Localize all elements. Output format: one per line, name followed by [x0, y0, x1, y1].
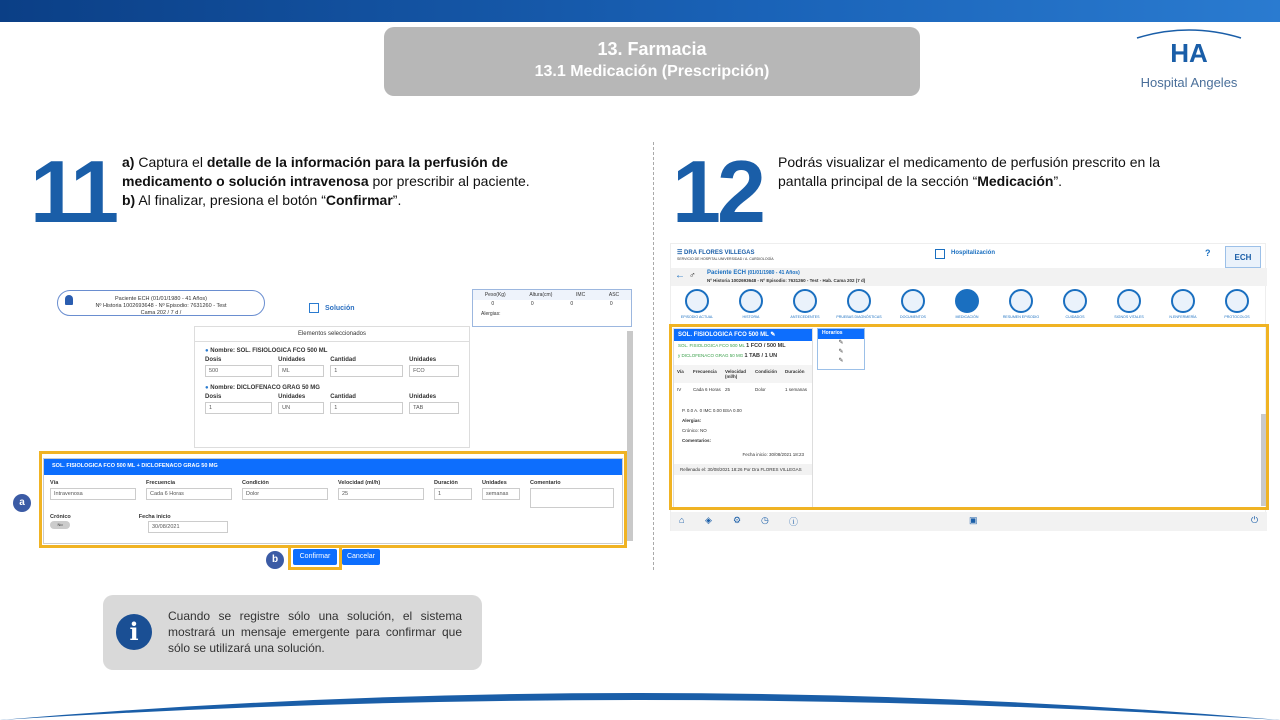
- selected-elements-box: [194, 326, 470, 448]
- male-icon: ♂: [689, 270, 696, 280]
- badge-b: b: [266, 551, 284, 569]
- info-note-text: Cuando se registre sólo una solución, el sistema mostrará un mensaje emergente para confirmar que sólo se utilizará una solución.: [168, 609, 462, 655]
- help-icon[interactable]: ?: [1205, 248, 1211, 258]
- nav-medicacion[interactable]: [943, 289, 991, 319]
- td: 1 semanas: [785, 387, 808, 392]
- a-label: a): [122, 154, 135, 170]
- line2-qty: 1 TAB / 1 UN: [744, 353, 778, 359]
- nav-documentos[interactable]: [889, 289, 937, 319]
- vitals-text: P. 0.0 A. 0 IMC 0.00 BSA 0.00: [682, 408, 742, 413]
- col-dosis: Dosis: [205, 357, 222, 363]
- step-number-12: 12: [672, 142, 762, 241]
- metric-header: ASC: [608, 292, 620, 298]
- info-dot-icon: ●: [205, 348, 209, 354]
- unidades2-select[interactable]: TAB: [409, 402, 459, 414]
- td: Cada 6 Horas: [693, 387, 721, 392]
- cronico-label: Crónico: [50, 514, 71, 520]
- nav-label: PROTOCOLOS: [1224, 315, 1250, 319]
- frecuencia-label: Frecuencia: [146, 480, 176, 486]
- medication-icon: [955, 289, 979, 313]
- vitals-icon: [1117, 289, 1141, 313]
- solution-title: Solución: [325, 305, 355, 312]
- bottom-toolbar: [671, 512, 1267, 531]
- s12-text1: Podrás visualizar el medicamento de perfusión prescrito en la pantalla principal de la sección “: [778, 154, 1161, 189]
- card-header: SOL. FISIOLOGICA FCO 500 ML ✎: [674, 329, 812, 341]
- frecuencia-select[interactable]: Cada 6 Horas: [146, 488, 232, 500]
- nav-label: PRUEBAS DIAGNÓSTICAS: [836, 315, 882, 319]
- nav-label: DOCUMENTOS: [900, 315, 926, 319]
- td: 25: [725, 387, 731, 392]
- b-text1: Al finalizar, presiona el botón “: [135, 192, 326, 208]
- alergias-label: Alergias:: [481, 311, 501, 317]
- col-cantidad: Cantidad: [330, 394, 356, 400]
- line1-qty: 1 FCO / 500 ML: [746, 343, 786, 349]
- step11-instructions: [122, 153, 562, 210]
- nav-enfermeria[interactable]: [1159, 289, 1207, 319]
- nav-cuidados[interactable]: [1051, 289, 1099, 319]
- selected-title: Elementos seleccionados: [195, 327, 469, 342]
- via-select[interactable]: Intravenosa: [50, 488, 136, 500]
- bottom-swoosh: [0, 676, 1280, 720]
- cancel-button[interactable]: Cancelar: [342, 549, 380, 565]
- metric-header: Altura(cm): [529, 292, 553, 298]
- cronico-toggle[interactable]: No: [50, 521, 70, 529]
- patient-line2: Nº Historia 1002693648 - Nº Episodio: 7631260 - Test - Hab. Cama 202 (7 d): [707, 278, 866, 283]
- nav-label: SIGNOS VITALES: [1114, 315, 1144, 319]
- info-icon[interactable]: ⓘ: [789, 517, 799, 527]
- col-cantidad: Cantidad: [330, 357, 356, 363]
- cronico-text: Crónico: NO: [682, 428, 707, 433]
- episode-icon: [685, 289, 709, 313]
- edit-pencil-icons[interactable]: ✎ ✎ ✎: [838, 340, 844, 364]
- condicion-label: Condición: [242, 480, 269, 486]
- logo-mark-icon: [1133, 28, 1245, 68]
- comentarios-text: Comentarios:: [682, 438, 712, 443]
- solution-icon: [309, 303, 319, 313]
- nav-historia[interactable]: [727, 289, 775, 319]
- metrics-table: [472, 289, 632, 327]
- scrollbar[interactable]: [1261, 414, 1266, 506]
- patient-dob: (01/01/1980 - 41 Años): [747, 270, 800, 276]
- metric-value: 0: [609, 301, 613, 307]
- top-banner: [0, 0, 1280, 22]
- nurse-icon: [1171, 289, 1195, 313]
- b-label: b): [122, 192, 136, 208]
- hospital-logo: [1133, 28, 1245, 88]
- nav-label: HISTORIA: [742, 315, 760, 319]
- s12-bold: Medicación: [977, 173, 1054, 189]
- nav-label: RESUMEN EPISODIO: [1002, 315, 1040, 319]
- nav-antecedentes[interactable]: [781, 289, 829, 319]
- nav-label: CUIDADOS: [1065, 315, 1085, 319]
- fecha-inicio-input[interactable]: 30/08/2021: [148, 521, 228, 533]
- b-bold: Confirmar: [325, 192, 393, 208]
- binoculars-icon[interactable]: ◈: [705, 515, 712, 525]
- highlight-medication: [669, 324, 1269, 510]
- dosis-input[interactable]: 1: [205, 402, 272, 414]
- inbox-icon[interactable]: ▣: [969, 515, 978, 525]
- fecha-inicio-label: Fecha inicio: [138, 514, 171, 520]
- td: IV: [677, 387, 682, 392]
- patient-line1: Paciente ECH (01/01/1980 - 41 Años): [114, 296, 208, 302]
- a-bold: detalle de la información para la perfusión de medicamento o solución intravenosa: [122, 154, 508, 189]
- velocidad-input[interactable]: 25: [338, 488, 424, 500]
- horarios-title: Horarios: [818, 329, 864, 339]
- home-icon[interactable]: ⌂: [679, 515, 685, 525]
- metric-header: IMC: [576, 292, 586, 298]
- fecha-text: Fecha inicio: 30/08/2021 18:23: [742, 452, 804, 457]
- velocidad-label: Velocidad (ml/h): [338, 480, 381, 486]
- patient-name: Paciente ECH: [707, 270, 747, 276]
- nav-label: MEDICACIÓN: [955, 315, 979, 319]
- cantidad-input[interactable]: 1: [330, 402, 403, 414]
- module-title: Hospitalización: [951, 250, 996, 256]
- th: Condición: [755, 369, 777, 374]
- s12-text2: ”.: [1053, 173, 1063, 189]
- a-text1: Captura el: [134, 154, 207, 170]
- unidades2-select[interactable]: FCO: [409, 365, 459, 377]
- dosis-input[interactable]: 500: [205, 365, 272, 377]
- clock-icon[interactable]: ◷: [761, 515, 769, 525]
- duracion-label: Duración: [434, 480, 458, 486]
- medication-screen-screenshot: [670, 243, 1266, 531]
- user-icon: [65, 295, 73, 305]
- documents-icon: [901, 289, 925, 313]
- via-label: Vía: [50, 480, 59, 486]
- solution-form-screenshot: [37, 283, 635, 569]
- history-icon: [739, 289, 763, 313]
- unidades-label: Unidades: [482, 480, 507, 486]
- metric-value: 0: [530, 301, 534, 307]
- doctor-name-text: DRA FLORES VILLEGAS: [684, 250, 755, 256]
- metric-header: Peso(Kg): [484, 292, 506, 298]
- comentario-label: Comentario: [530, 480, 561, 486]
- settings-icon[interactable]: ⚙: [733, 515, 742, 525]
- slide-title-box: [384, 27, 920, 96]
- care-icon: [1063, 289, 1087, 313]
- info-dot-icon: ●: [205, 385, 209, 391]
- ech-logo: ECH: [1225, 246, 1261, 268]
- step12-instructions: [778, 153, 1198, 191]
- card-title: SOL. FISIOLOGICA FCO 500 ML: [678, 332, 769, 338]
- patient-header: [707, 270, 800, 276]
- patient-line3: Cama 202 / 7 d /: [140, 310, 182, 316]
- column-divider: [653, 142, 654, 570]
- summary-icon: [1009, 289, 1033, 313]
- th: Vía: [677, 369, 684, 374]
- protocols-icon: [1225, 289, 1249, 313]
- th: Frecuencia: [693, 369, 717, 374]
- nav-episodio[interactable]: [673, 289, 721, 319]
- confirm-button[interactable]: Confirmar: [293, 549, 337, 565]
- slide-subtitle: 13.1 Medicación (Prescripción): [534, 63, 770, 80]
- tests-icon: [847, 289, 871, 313]
- svg-text:HA: HA: [1170, 38, 1208, 68]
- nav-pruebas[interactable]: [835, 289, 883, 319]
- alergias-text: Alergias:: [682, 418, 702, 423]
- nav-label: EPISODIO ACTUAL: [680, 315, 714, 319]
- highlight-a: [39, 451, 627, 548]
- th: Velocidad (ml/h): [725, 369, 747, 379]
- td: Dolor: [755, 387, 766, 392]
- slide-title: 13. Farmacia: [597, 39, 707, 59]
- logo-text: Hospital Angeles: [1140, 75, 1238, 90]
- unidades-select[interactable]: semanas: [482, 488, 520, 500]
- unidades-select[interactable]: ML: [278, 365, 324, 377]
- patient-line2: Nº Historia 1002693648 - Nº Episodio: 7631260 - Test: [95, 303, 227, 309]
- nav-label: N.ENFERMERÍA: [1169, 315, 1197, 319]
- col-unidades2: Unidades: [409, 394, 437, 400]
- nav-label: ANTECEDENTES: [790, 315, 820, 319]
- metric-value: 0: [491, 301, 495, 307]
- col-unidades2: Unidades: [409, 357, 437, 363]
- cantidad-input[interactable]: 1: [330, 365, 403, 377]
- info-circle-icon: i: [116, 614, 152, 650]
- metric-value: 0: [570, 301, 574, 307]
- line1-name: SOL. FISIOLOGICA FCO 500 ML: [678, 343, 745, 348]
- nav-protocolos[interactable]: [1213, 289, 1261, 319]
- a-text2: por prescribir al paciente.: [368, 173, 530, 189]
- col-unidades: Unidades: [278, 394, 306, 400]
- service-text: SERVICIO DE HOSPITAL UNIVERSIDAD / A. CARDIOLOGÍA: [677, 257, 774, 261]
- th: Duración: [785, 369, 805, 374]
- nav-resumen[interactable]: [997, 289, 1045, 319]
- col-dosis: Dosis: [205, 394, 222, 400]
- item2: [195, 377, 469, 414]
- col-unidades: Unidades: [278, 357, 306, 363]
- condicion-select[interactable]: Dolor: [242, 488, 328, 500]
- power-icon[interactable]: ⏻: [1251, 515, 1259, 525]
- item1: [195, 342, 469, 377]
- section-nav: [671, 289, 1267, 322]
- nav-signos[interactable]: [1105, 289, 1153, 319]
- background-icon: [793, 289, 817, 313]
- line2-name: y DICLOFENACO GRAG 50 MG: [678, 353, 744, 358]
- scrollbar[interactable]: [627, 331, 633, 541]
- rellenado-text: Rellenado el: 30/08/2021 18:26 Por Dra FLORES VILLEGAS: [674, 464, 812, 475]
- duracion-input[interactable]: 1: [434, 488, 472, 500]
- item1-name: Nombre: SOL. FISIOLOGICA FCO 500 ML: [210, 348, 328, 354]
- unidades-select[interactable]: UN: [278, 402, 324, 414]
- perfusion-panel-header: SOL. FISIOLOGICA FCO 500 ML + DICLOFENACO GRAG 50 MG: [44, 459, 622, 475]
- hospital-module-icon: [935, 249, 945, 259]
- back-arrow-icon[interactable]: ←: [675, 270, 685, 281]
- badge-a: a: [13, 494, 31, 512]
- step-number-11: 11: [30, 142, 116, 241]
- item2-name: Nombre: DICLOFENACO GRAG 50 MG: [210, 385, 320, 391]
- b-text2: ”.: [392, 192, 402, 208]
- doctor-name: ☰ DRA FLORES VILLEGAS: [677, 250, 755, 256]
- patient-pill[interactable]: [57, 290, 265, 316]
